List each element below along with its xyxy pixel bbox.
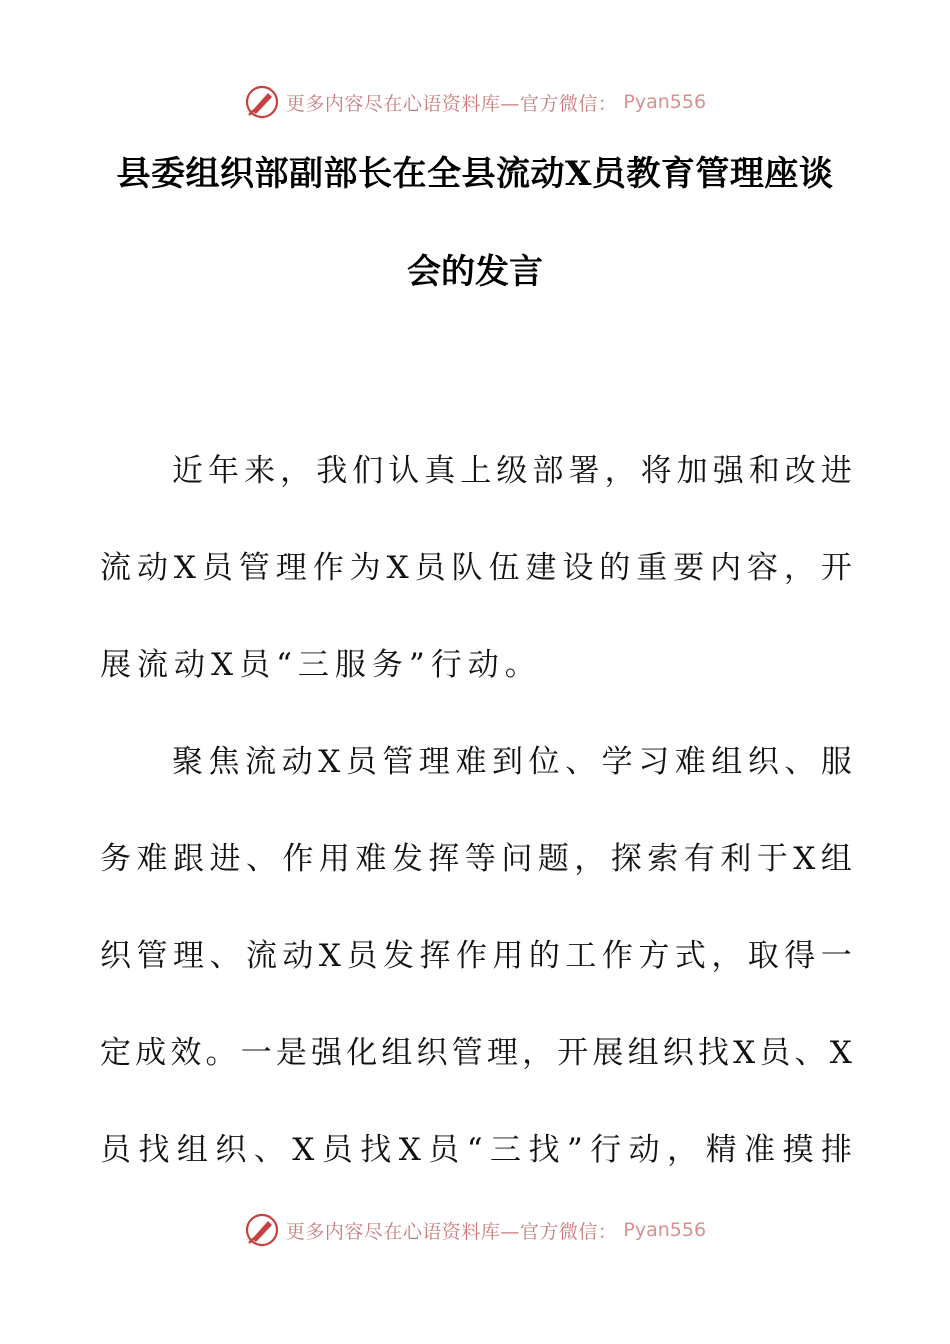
text-glyph: 定 (100, 1035, 131, 1071)
text-glyph: 服 (820, 744, 852, 780)
text-glyph: 和 (748, 453, 780, 489)
text-glyph: 一 (820, 938, 852, 974)
text-glyph: 难 (455, 744, 487, 780)
text-glyph: 为 (349, 550, 381, 586)
text-glyph: 员 (201, 550, 233, 586)
text-glyph: 动 (136, 550, 168, 586)
text-glyph: 难 (136, 841, 168, 877)
text-glyph: 织 (416, 1035, 448, 1071)
text-glyph: 重 (636, 550, 668, 586)
watermark-wechat-id: Pyan556 (623, 1219, 707, 1241)
text-glyph: 式 (674, 938, 706, 974)
text-glyph: 署 (568, 453, 600, 489)
text-glyph: ， (783, 550, 815, 586)
text-glyph: 理 (418, 744, 450, 780)
text-glyph: 、 (245, 841, 277, 877)
text-glyph: “ (466, 1132, 483, 1168)
text-glyph: 年 (208, 453, 240, 489)
text-glyph: 习 (638, 744, 670, 780)
text-glyph: 、 (794, 1035, 826, 1071)
text-glyph: 务 (100, 841, 131, 877)
text-glyph: X (793, 841, 816, 877)
text-glyph: 到 (492, 744, 523, 780)
text-glyph: 挥 (428, 841, 460, 877)
text-glyph: 跟 (172, 841, 204, 877)
text-glyph: 动 (628, 1132, 660, 1168)
text-glyph: 焦 (208, 744, 240, 780)
text-glyph: 难 (674, 744, 706, 780)
text-glyph: X (318, 938, 341, 974)
text-glyph: 部 (532, 453, 564, 489)
text-glyph: 管 (238, 550, 270, 586)
text-glyph: 动 (281, 744, 313, 780)
watermark-header (0, 82, 950, 122)
text-glyph: ， (604, 453, 636, 489)
text-glyph: 进 (209, 841, 241, 877)
text-glyph: 组 (820, 841, 852, 877)
text-glyph: 级 (496, 453, 528, 489)
text-glyph: 将 (640, 453, 672, 489)
watermark-text: 更多内容尽在心语资料库—官方微信： (285, 1220, 618, 1243)
text-glyph: 流 (100, 550, 131, 586)
text-glyph: 我 (316, 453, 348, 489)
text-glyph: 流 (245, 744, 277, 780)
text-glyph: 工 (565, 938, 597, 974)
document-body (100, 440, 852, 1216)
text-glyph: X (829, 1035, 852, 1071)
text-glyph: 员 (414, 550, 446, 586)
text-glyph: 作 (282, 841, 314, 877)
text-glyph: 理 (486, 1035, 518, 1071)
text-glyph: 找 (528, 1132, 560, 1168)
text-glyph: X (386, 550, 409, 586)
text-glyph: 用 (492, 938, 524, 974)
text-glyph: 员 (321, 1132, 353, 1168)
paragraph-line (100, 925, 852, 1022)
text-glyph: 一 (240, 1035, 272, 1071)
text-glyph: 、 (209, 938, 241, 974)
text-glyph: X (292, 1132, 315, 1168)
text-glyph: 、 (565, 744, 597, 780)
text-glyph: 有 (683, 841, 715, 877)
text-glyph: 伍 (488, 550, 520, 586)
text-glyph: 进 (820, 453, 852, 489)
text-glyph: 利 (720, 841, 752, 877)
text-glyph: 。 (205, 1035, 237, 1071)
watermark-footer (0, 1210, 950, 1250)
text-glyph: 上 (460, 453, 492, 489)
text-glyph: 的 (599, 550, 631, 586)
document-title-line-1: 县委组织部副部长在全县流动X员教育管理座谈 (116, 154, 834, 194)
text-glyph: 方 (638, 938, 670, 974)
text-glyph: ” (566, 1132, 583, 1168)
text-glyph: 动 (282, 938, 314, 974)
text-glyph: ， (522, 1035, 554, 1071)
text-glyph: 管 (382, 744, 414, 780)
text-glyph: 等 (464, 841, 496, 877)
text-glyph: 位 (528, 744, 560, 780)
text-glyph: 组 (711, 744, 743, 780)
text-glyph: 管 (136, 938, 168, 974)
text-glyph: 容 (747, 550, 779, 586)
text-glyph: 改 (784, 453, 816, 489)
text-glyph: 排 (820, 1132, 852, 1168)
text-glyph: 精 (705, 1132, 737, 1168)
text-glyph: 发 (382, 938, 414, 974)
text-glyph: 发 (391, 841, 423, 877)
text-glyph: 题 (537, 841, 569, 877)
text-glyph: 效 (170, 1035, 202, 1071)
text-glyph: 真 (424, 453, 456, 489)
text-glyph: 作 (601, 938, 633, 974)
paragraph-line (100, 1022, 852, 1119)
text-glyph: 挥 (419, 938, 451, 974)
text-glyph: 织 (100, 938, 131, 974)
text-glyph: 强 (712, 453, 744, 489)
paragraph-line (100, 828, 852, 925)
paragraph-line (100, 440, 852, 537)
text-glyph: X (733, 1035, 756, 1071)
text-glyph: 作 (455, 938, 487, 974)
text-glyph: 员 (759, 1035, 791, 1071)
text-glyph: 是 (275, 1035, 307, 1071)
text-glyph: 找 (697, 1035, 729, 1071)
text-glyph: 组 (381, 1035, 413, 1071)
text-glyph: 化 (346, 1035, 378, 1071)
text-glyph: 准 (744, 1132, 776, 1168)
text-glyph: 理 (275, 550, 307, 586)
text-glyph: 内 (710, 550, 742, 586)
text-glyph: 要 (673, 550, 705, 586)
document-title-line-2: 会的发言 (407, 252, 543, 292)
text-glyph: 三 (490, 1132, 521, 1168)
text-glyph: 问 (501, 841, 533, 877)
text-glyph: 聚 (172, 744, 203, 780)
text-glyph: ， (574, 841, 606, 877)
text-glyph: 强 (311, 1035, 343, 1071)
text-glyph: 难 (355, 841, 387, 877)
text-glyph: 组 (176, 1132, 208, 1168)
text-glyph: 员 (100, 1132, 131, 1168)
text-glyph: 织 (662, 1035, 694, 1071)
paragraph-line (100, 731, 852, 828)
text-glyph: 找 (360, 1132, 392, 1168)
text-glyph: 开 (557, 1035, 589, 1071)
text-glyph: 组 (627, 1035, 659, 1071)
text-glyph: 们 (352, 453, 384, 489)
text-glyph: 、 (253, 1132, 285, 1168)
pen-logo-icon (244, 84, 280, 120)
text-glyph: X (318, 744, 341, 780)
text-glyph: 织 (215, 1132, 247, 1168)
text-glyph: 展 (592, 1035, 624, 1071)
text-glyph: ， (667, 1132, 699, 1168)
text-glyph: 员 (345, 744, 377, 780)
text-glyph: 设 (562, 550, 594, 586)
text-glyph: 理 (172, 938, 204, 974)
text-glyph: 的 (528, 938, 560, 974)
text-glyph: 探 (610, 841, 642, 877)
paragraph-line (100, 537, 852, 634)
text-glyph: 员 (346, 938, 378, 974)
text-glyph: 摸 (782, 1132, 814, 1168)
text-glyph: 来 (244, 453, 276, 489)
text-glyph: 员 (428, 1132, 460, 1168)
text-glyph: 找 (138, 1132, 170, 1168)
paragraph-line (100, 1119, 852, 1216)
text-glyph: 于 (756, 841, 788, 877)
text-glyph: 织 (747, 744, 779, 780)
text-glyph: 认 (388, 453, 420, 489)
paragraph-line: 展流动X员“三服务”行动。 (100, 647, 542, 683)
text-glyph: 队 (451, 550, 483, 586)
text-glyph: 流 (245, 938, 277, 974)
text-glyph: ， (711, 938, 743, 974)
text-glyph: 取 (747, 938, 779, 974)
text-glyph: 用 (318, 841, 350, 877)
watermark-wechat-id: Pyan556 (623, 91, 707, 113)
text-glyph: 开 (820, 550, 852, 586)
watermark-text: 更多内容尽在心语资料库—官方微信： (285, 92, 618, 115)
text-glyph: 得 (784, 938, 816, 974)
text-glyph: X (173, 550, 196, 586)
text-glyph: 行 (590, 1132, 622, 1168)
text-glyph: 作 (312, 550, 344, 586)
text-glyph: 、 (784, 744, 816, 780)
text-glyph: 加 (676, 453, 708, 489)
text-glyph: 管 (451, 1035, 483, 1071)
text-glyph: 学 (601, 744, 633, 780)
text-glyph: ， (280, 453, 312, 489)
text-glyph: 建 (525, 550, 557, 586)
text-glyph: 近 (172, 453, 203, 489)
pen-logo-icon (244, 1212, 280, 1248)
text-glyph: 索 (647, 841, 679, 877)
text-glyph: 成 (135, 1035, 167, 1071)
text-glyph: X (398, 1132, 421, 1168)
